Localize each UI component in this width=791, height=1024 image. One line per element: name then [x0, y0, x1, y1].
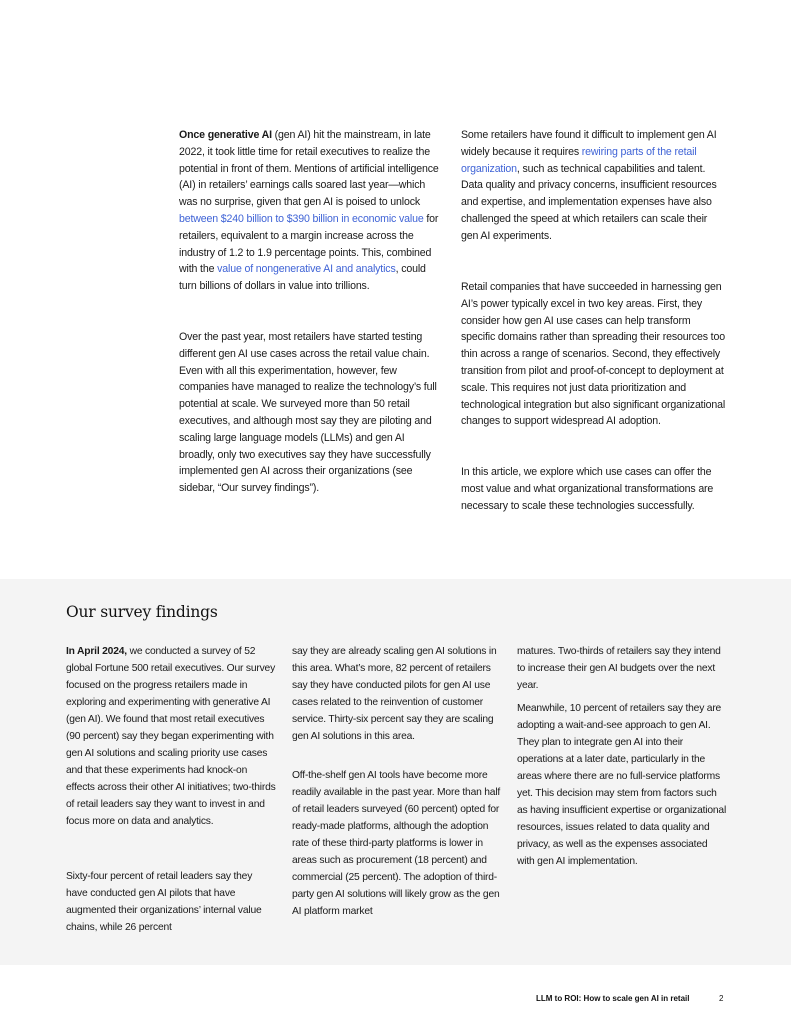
sidebar-col1-para1	[66, 643, 276, 830]
article-col2-para1	[461, 127, 727, 245]
body-text: we conducted a survey of 52 global Fortune 500 retail executives. Our survey focused on the progress retailers made in exploring and experimenting with generative AI (gen AI). We found that most retail executives (90 percent) say they began experimenting with gen AI solutions and scaling priority use cases and that these experiments had knock-on effects across their other AI initiatives; two-thirds of retail leaders say they want to invest in and focus more on data and analytics.	[66, 646, 276, 827]
economic-value-link[interactable]: between $240 billion to $390 billion in economic value	[179, 212, 424, 225]
article-col1-para1	[179, 127, 441, 295]
body-text: (gen AI) hit the mainstream, in late 2022, it took little time for retail executives to realize the potential in front of them. Mentions of artificial intelligence (AI) in retailers’ earnings calls soared last year—which was no surprise, given that gen AI is poised to unlock	[179, 129, 439, 209]
sidebar-lead-in: In April 2024,	[66, 646, 127, 657]
sidebar-col3-para2: Meanwhile, 10 percent of retailers say they are adopting a wait-and-see approach to gen AI. They plan to integrate gen AI into their operations at a later date, particularly in the areas where there are no full-service platforms yet. This decision may stem from factors such as having insufficient expertise or organizational resources, issues related to data quality and privacy, as well as the expenses associated with gen AI implementation.	[517, 703, 727, 867]
rewiring-retail-link[interactable]: rewiring parts of the retail organization	[461, 145, 697, 175]
article-col1-para2: Over the past year, most retailers have started testing different gen AI use cases across the retail value chain. Even with all this experimentation, however, few companies have managed to realize the technology’s full potential at scale. We surveyed more than 50 retail executives, and although most say they are piloting and scaling large language models (LLMs) and gen AI broadly, only two executives say they have successfully implemented gen AI across their organizations (see sidebar, “Our survey findings”).	[179, 331, 437, 495]
body-text: , such as technical capabilities and talent. Data quality and privacy concerns, insufficient resources and expertise, and implementation expenses have also challenged the speed at which retailers can scale their gen AI experiments.	[461, 162, 717, 242]
sidebar-col1-para2: Sixty-four percent of retail leaders say they have conducted gen AI pilots that have augmented their organizations’ internal value chains, while 26 percent	[66, 871, 262, 933]
body-text: for retailers, equivalent to a margin increase across the industry of 1.2 to 1.9 percentage points. This, combined with the	[179, 212, 439, 276]
sidebar-col3-para1: matures. Two-thirds of retailers say they intend to increase their gen AI budgets over the next year.	[517, 646, 721, 691]
page-number: 2	[719, 994, 724, 1003]
lead-in-text: Once generative AI	[179, 129, 272, 141]
sidebar-col2-para1: say they are already scaling gen AI solutions in this area. What’s more, 82 percent of retailers say they have conducted pilots for gen AI use cases related to the reinvention of customer service. Thirty-six percent say they are scaling gen AI solutions in this area.	[292, 646, 497, 742]
sidebar-title: Our survey findings	[66, 603, 218, 621]
article-col2-para2: Retail companies that have succeeded in harnessing gen AI’s power typically excel in two key areas. First, they consider how gen AI use cases can help transform specific domains rather than spreading their resources too thin across a range of scenarios. Second, they effectively transition from pilot and proof-of-concept to deployment at scale. This requires not just data prioritization and technological integration but also significant organizational changes to support widespread AI adoption.	[461, 281, 726, 428]
body-text: Some retailers have found it difficult to implement gen AI widely because it requires	[461, 129, 717, 158]
article-col2-para3: In this article, we explore which use cases can offer the most value and what organizational transformations are necessary to scale these technologies successfully.	[461, 466, 714, 512]
body-text: , could turn billions of dollars in value into trillions.	[179, 263, 426, 293]
nongenerative-ai-link[interactable]: value of nongenerative AI and analytics	[217, 263, 396, 276]
footer-title: LLM to ROI: How to scale gen AI in retail	[536, 994, 690, 1003]
sidebar-col2-para2: Off-the-shelf gen AI tools have become more readily available in the past year. More than half of retail leaders surveyed (60 percent) opted for ready-made platforms, although the adoption rate of these third-party platforms is lower in areas such as procurement (18 percent) and commercial (25 percent). The adoption of third-party gen AI solutions will likely grow as the gen AI platform market	[292, 770, 501, 917]
